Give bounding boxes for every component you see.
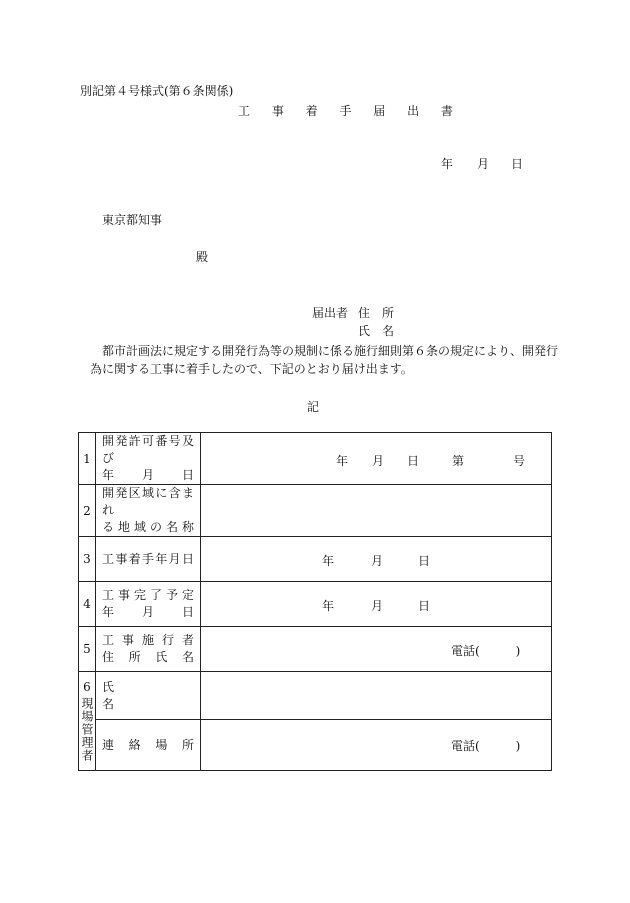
table-row: [79, 433, 552, 485]
row-label: [96, 720, 201, 771]
value-month: 月: [371, 554, 384, 568]
submitter-label: 届出者: [312, 306, 349, 320]
date-day: 日: [511, 157, 524, 171]
table-row: [79, 672, 552, 720]
value-go: 号: [513, 453, 526, 468]
submitter-address-label: 住 所: [358, 306, 395, 320]
value-year: 年: [336, 453, 349, 468]
row-label: [96, 582, 201, 627]
form-table: [78, 432, 552, 771]
value-year: 年: [322, 599, 335, 613]
submitter-name-label: 氏 名: [358, 324, 395, 338]
body-text-line1: 都市計画法に規定する開発行為等の規制に係る施行細則第６条の規定により、開発行: [102, 344, 559, 358]
table-row: [79, 537, 552, 582]
row-number-cell: [79, 672, 96, 771]
body-text-line2: 為に関する工事に着手したので、下記のとおり届け出ます。: [90, 362, 413, 376]
document-title: 工 事 着 手 届 出 書: [238, 104, 462, 118]
value-year: 年: [322, 554, 335, 568]
label-line: 開発区域に含まれ: [102, 486, 194, 517]
phone-label: 電話( ): [451, 739, 521, 753]
table-row: [79, 485, 552, 537]
row-number: 6: [83, 680, 91, 694]
value-month: 月: [371, 599, 384, 613]
row-label: [96, 485, 201, 537]
date-month: 月: [477, 157, 490, 171]
label-line: 年 月 日: [102, 605, 194, 619]
label-line: 工事着手年月日: [102, 551, 194, 566]
value-dai: 第: [452, 453, 465, 468]
row-number: 4: [79, 582, 96, 627]
label-line: る 地 域 の 名 称: [102, 520, 194, 534]
table-row: [79, 582, 552, 627]
row-number: 3: [79, 537, 96, 582]
row-value[interactable]: [201, 627, 552, 672]
table-row: [79, 720, 552, 771]
value-day: 日: [407, 453, 420, 468]
row-number: 5: [79, 627, 96, 672]
date-year: 年: [441, 157, 454, 171]
phone-label: 電話( ): [451, 644, 521, 658]
ki-heading: 記: [307, 400, 320, 414]
label-line: 住 所 氏 名: [102, 650, 194, 664]
label-line: 氏 名: [102, 679, 187, 711]
row-value[interactable]: [201, 672, 552, 720]
site-manager-label: 現場管理者: [80, 697, 94, 762]
row-value[interactable]: [201, 582, 552, 627]
value-month: 月: [372, 453, 385, 468]
label-line: 連 絡 場 所: [102, 737, 194, 752]
row-label: [96, 537, 201, 582]
value-day: 日: [418, 554, 431, 568]
row-label: [96, 433, 201, 485]
row-label: [96, 627, 201, 672]
row-label: [96, 672, 201, 720]
form-number: 別記第４号様式(第６条関係): [80, 84, 234, 98]
row-value[interactable]: [201, 720, 552, 771]
label-line: 年 月 日: [102, 468, 194, 482]
addressee-honorific: 殿: [196, 250, 209, 264]
row-number: 2: [79, 485, 96, 537]
row-value[interactable]: [201, 433, 552, 485]
row-value[interactable]: [201, 485, 552, 537]
table-row: [79, 627, 552, 672]
value-day: 日: [418, 599, 431, 613]
label-line: 開発許可番号及び: [102, 434, 194, 465]
label-line: 工 事 完 了 予 定: [102, 588, 194, 602]
label-line: 工 事 施 行 者: [102, 633, 194, 647]
addressee-name: 東京都知事: [102, 213, 163, 227]
row-number: 1: [79, 433, 96, 485]
row-value[interactable]: [201, 537, 552, 582]
